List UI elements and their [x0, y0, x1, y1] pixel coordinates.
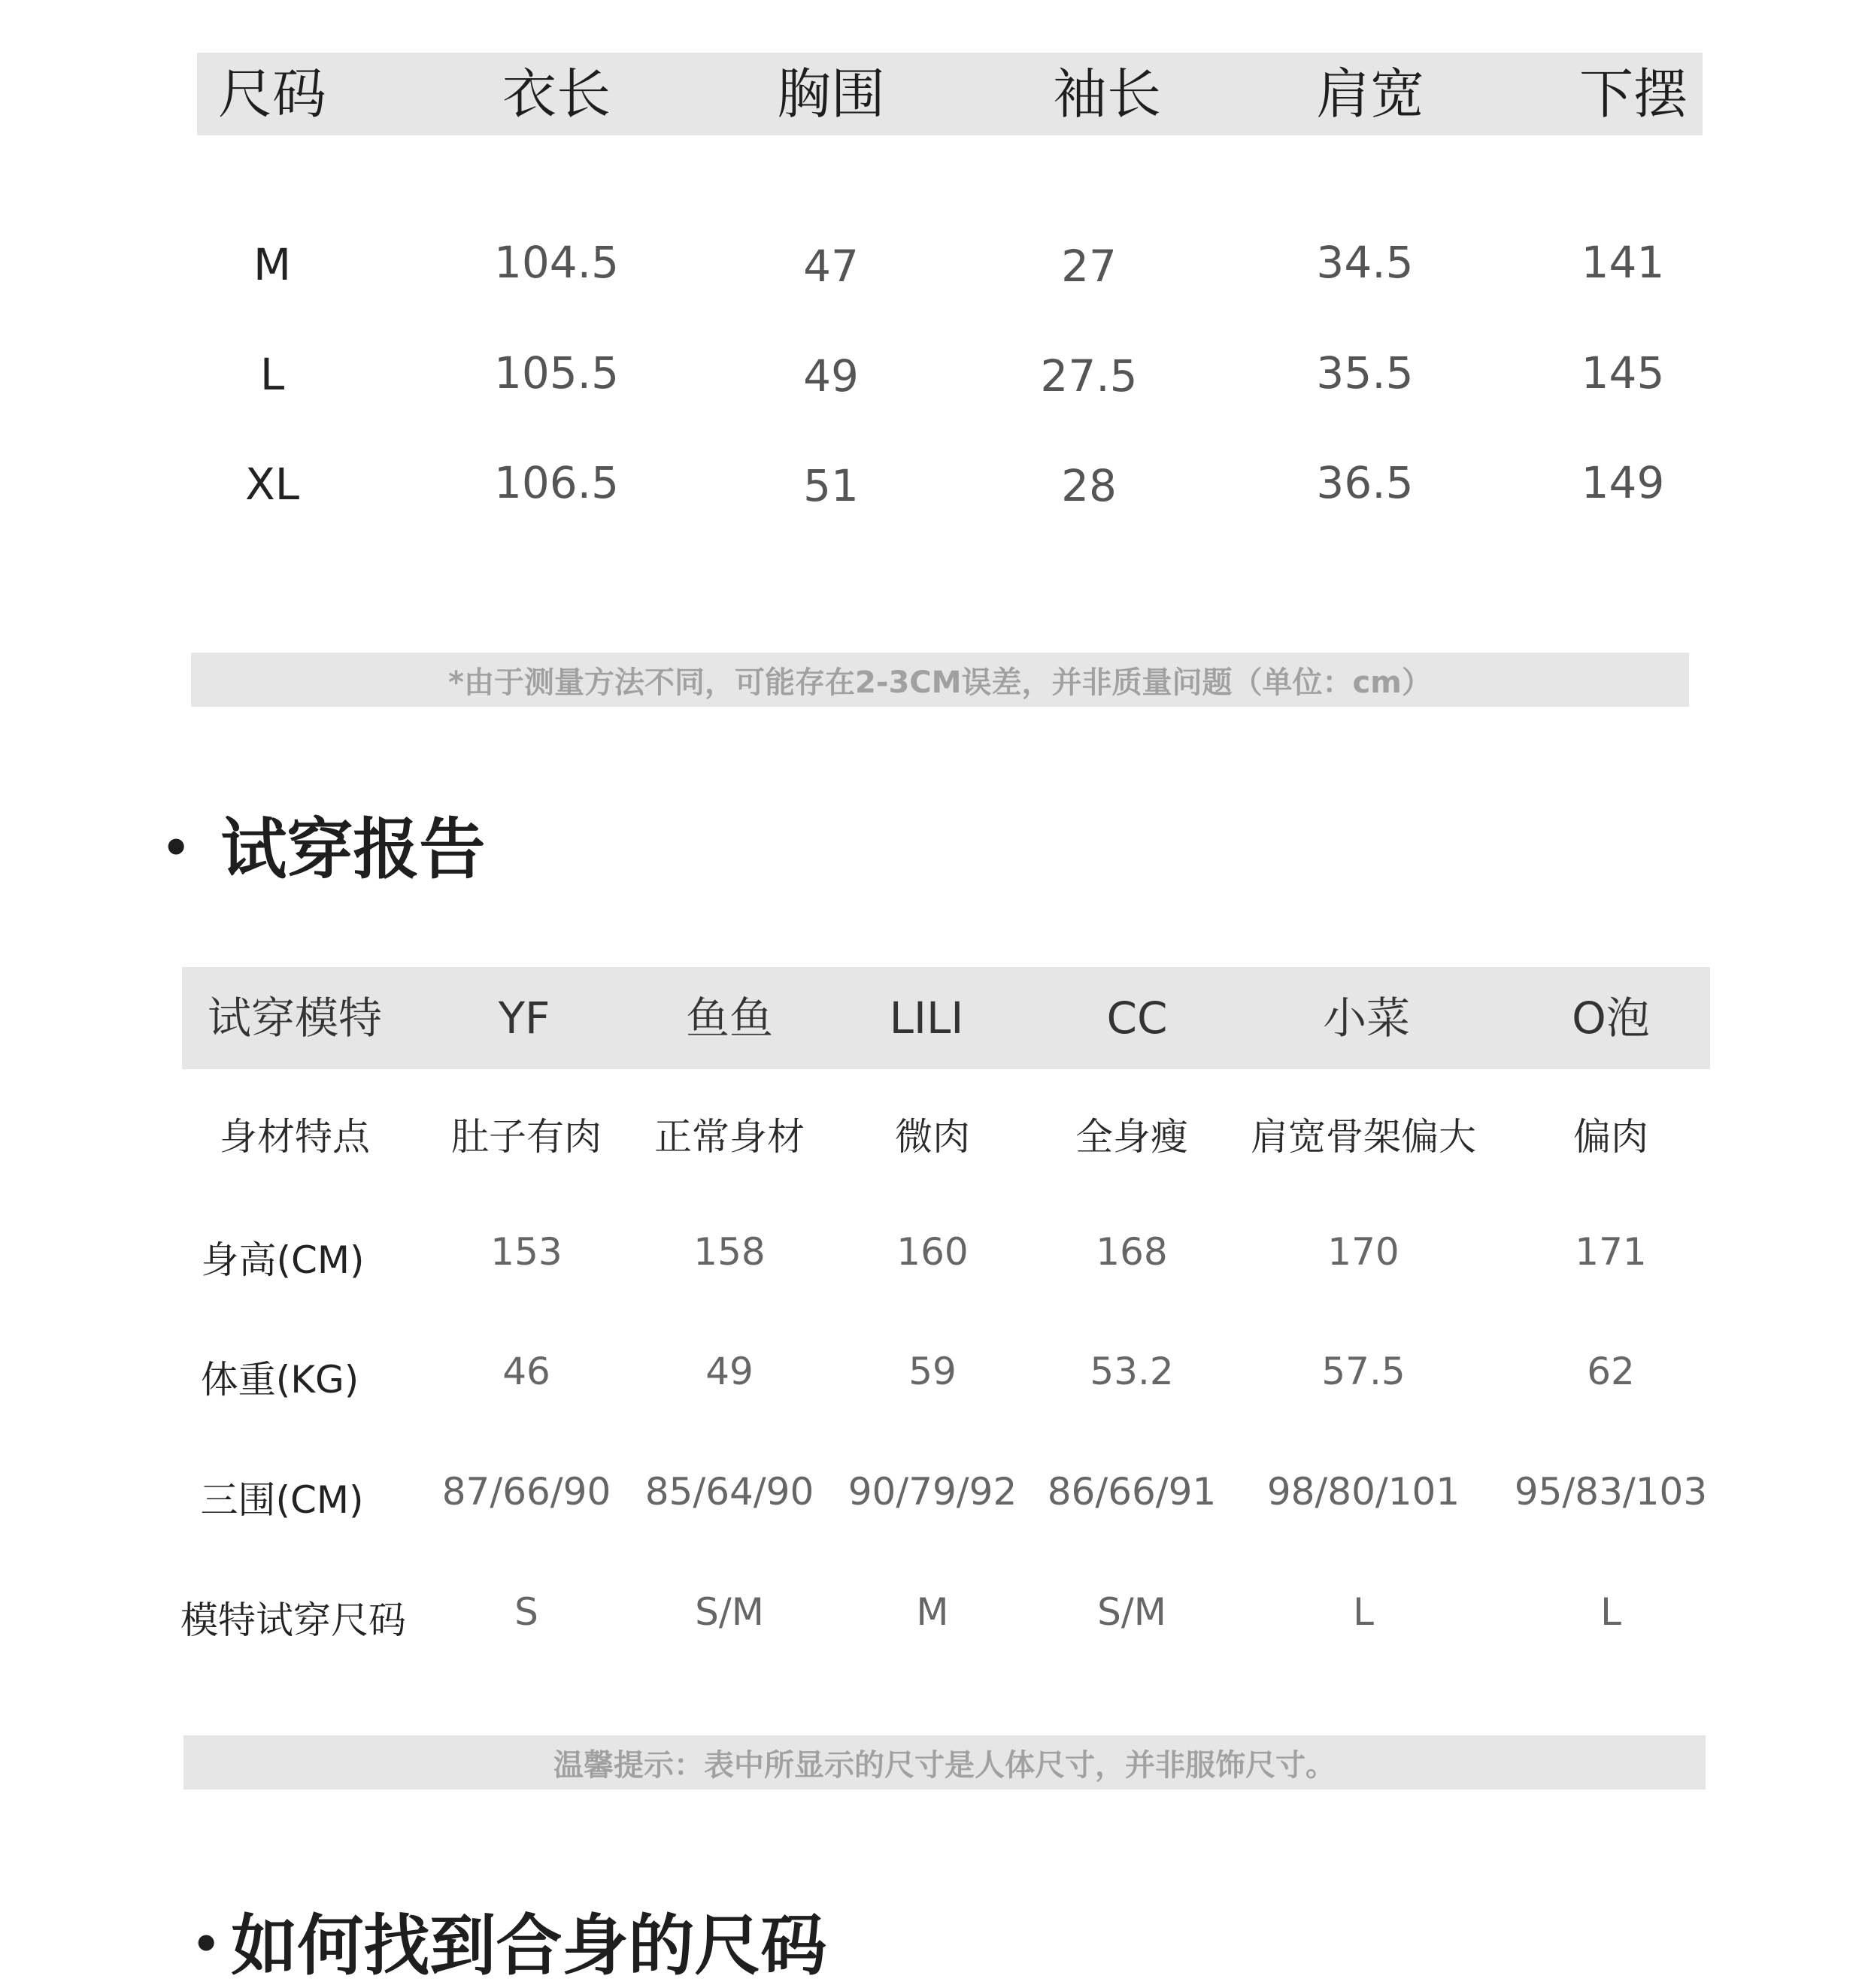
- model-row-label: 身材特点: [220, 1115, 370, 1159]
- model-cell: S: [514, 1590, 538, 1634]
- model-cell: 53.2: [1090, 1350, 1174, 1393]
- model-cell: 98/80/101: [1266, 1470, 1460, 1514]
- model-cell: 168: [1096, 1230, 1168, 1274]
- model-cell: 87/66/90: [441, 1470, 611, 1514]
- warm-tip-note-text: 温馨提示：表中所显示的尺寸是人体尺寸，并非服饰尺寸。: [553, 1747, 1336, 1783]
- model-cell: L: [1600, 1590, 1621, 1634]
- model-cell: 85/64/90: [644, 1470, 814, 1514]
- model-cell: 153: [490, 1230, 563, 1274]
- size-cell: M: [253, 239, 292, 290]
- model-header: LILI: [889, 992, 964, 1044]
- model-cell: S/M: [695, 1590, 764, 1634]
- size-header-length: 衣长: [502, 62, 611, 126]
- model-cell: L: [1353, 1590, 1374, 1634]
- size-cell: 149: [1581, 457, 1665, 508]
- model-cell: 全身瘦: [1075, 1115, 1188, 1159]
- size-cell: 27.5: [1040, 350, 1138, 402]
- bullet-icon: •: [192, 1918, 221, 1971]
- size-cell: 27: [1061, 241, 1117, 292]
- fit-guide-title: [192, 1893, 826, 1988]
- model-row-label: 体重(KG): [200, 1358, 359, 1402]
- size-cell: 34.5: [1316, 237, 1414, 288]
- size-cell: XL: [244, 459, 300, 510]
- model-header: O泡: [1572, 992, 1650, 1044]
- model-cell: 170: [1327, 1230, 1400, 1274]
- model-cell: 微肉: [895, 1115, 970, 1159]
- model-cell: 偏肉: [1573, 1115, 1648, 1159]
- size-table-header: [197, 53, 1703, 135]
- model-cell: 62: [1587, 1350, 1635, 1393]
- size-cell: 35.5: [1316, 347, 1414, 399]
- size-cell: 104.5: [493, 237, 620, 288]
- size-header-shoulder: 肩宽: [1315, 62, 1425, 126]
- model-header: YF: [498, 992, 550, 1044]
- size-cell: 51: [803, 460, 859, 511]
- model-cell: M: [916, 1590, 949, 1634]
- model-cell: S/M: [1097, 1590, 1166, 1634]
- measurement-note-text: *由于测量方法不同，可能存在2-3CM误差，并非质量问题（单位：cm）: [448, 665, 1432, 700]
- size-cell: 28: [1061, 460, 1117, 511]
- model-header: 小菜: [1322, 992, 1411, 1044]
- size-header-size: 尺码: [217, 62, 327, 126]
- model-cell: 46: [502, 1350, 550, 1393]
- model-row-label: 身高(CM): [201, 1238, 365, 1282]
- bullet-icon: •: [162, 822, 191, 874]
- model-cell: 158: [693, 1230, 766, 1274]
- size-cell: 36.5: [1316, 457, 1414, 508]
- fit-guide-title-text: 如何找到合身的尺码: [231, 1907, 827, 1984]
- model-cell: 正常身材: [654, 1115, 805, 1159]
- model-cell: 95/83/103: [1514, 1470, 1708, 1514]
- model-row-label: 模特试穿尺码: [180, 1599, 406, 1642]
- size-cell: L: [259, 349, 285, 400]
- model-cell: 肩宽骨架偏大: [1251, 1115, 1476, 1159]
- size-cell: 106.5: [493, 457, 620, 508]
- model-cell: 160: [896, 1230, 969, 1274]
- size-header-sleeve: 袖长: [1052, 62, 1162, 126]
- model-table-header: [182, 967, 1710, 1069]
- fitting-report-title-text: 试穿报告: [220, 811, 486, 888]
- model-cell: 59: [908, 1350, 957, 1393]
- model-cell: 86/66/91: [1047, 1470, 1217, 1514]
- size-cell: 105.5: [493, 347, 620, 399]
- model-cell: 49: [705, 1350, 754, 1393]
- size-header-bust: 胸围: [776, 62, 886, 126]
- size-header-hem: 下摆: [1578, 62, 1688, 126]
- model-cell: 171: [1575, 1230, 1647, 1274]
- model-header: 试穿模特: [207, 992, 383, 1044]
- model-header: 鱼鱼: [685, 992, 774, 1044]
- size-cell: 145: [1581, 347, 1665, 399]
- size-cell: 141: [1581, 237, 1665, 288]
- model-cell: 57.5: [1321, 1350, 1406, 1393]
- fitting-report-title: [162, 797, 485, 892]
- model-cell: 90/79/92: [848, 1470, 1017, 1514]
- size-cell: 49: [803, 350, 859, 402]
- warm-tip-note: [183, 1735, 1706, 1790]
- size-cell: 47: [803, 241, 859, 292]
- model-cell: 肚子有肉: [451, 1115, 602, 1159]
- model-row-label: 三围(CM): [200, 1478, 364, 1522]
- model-header: CC: [1106, 992, 1168, 1044]
- measurement-note: [191, 653, 1689, 707]
